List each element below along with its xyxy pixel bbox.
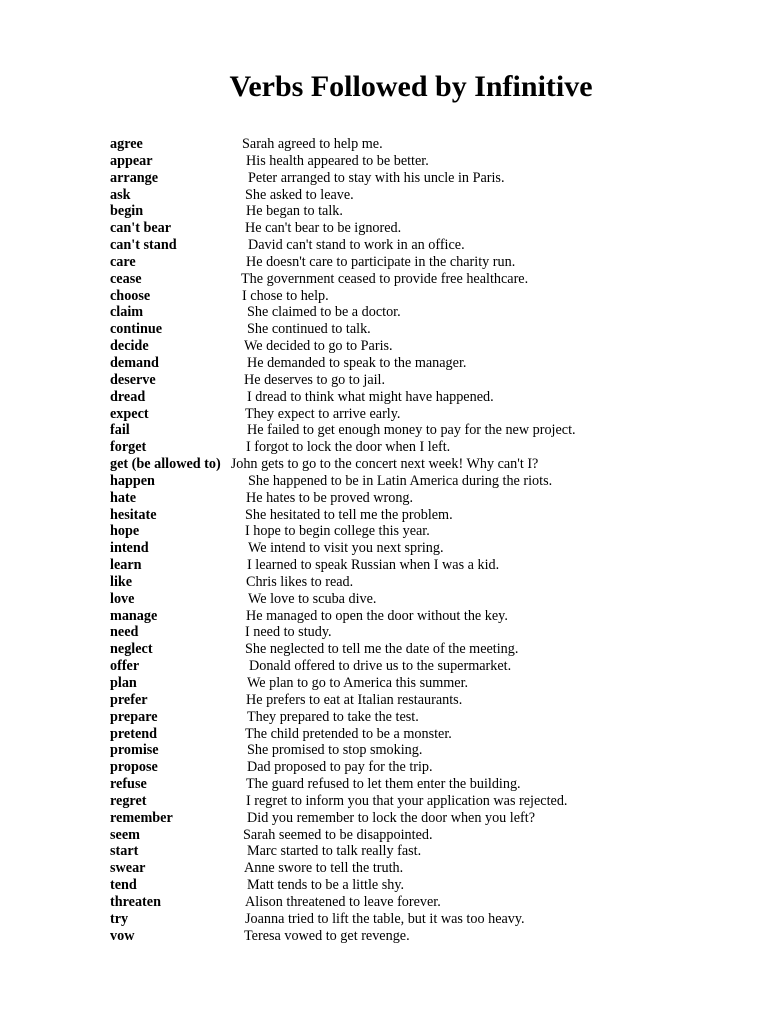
list-item [110, 759, 730, 776]
example-sentence: I dread to think what might have happened. [247, 388, 494, 405]
example-sentence: We intend to visit you next spring. [248, 540, 444, 557]
verb-term: pretend [110, 725, 158, 742]
list-item [110, 624, 730, 641]
list-item [110, 709, 730, 726]
example-sentence: Did you remember to lock the door when you left? [247, 809, 536, 826]
list-item [110, 911, 730, 928]
verb-term: like [110, 573, 133, 590]
example-sentence: David can't stand to work in an office. [248, 237, 465, 254]
example-sentence: He managed to open the door without the key. [246, 607, 508, 624]
example-sentence: He demanded to speak to the manager. [247, 354, 467, 371]
list-item [110, 726, 730, 743]
example-sentence: I chose to help. [242, 287, 329, 304]
verb-term: demand [110, 354, 159, 371]
example-sentence: We love to scuba dive. [248, 590, 377, 607]
verb-term: threaten [110, 893, 161, 910]
verb-term: arrange [110, 169, 159, 186]
verb-term: can't bear [110, 220, 172, 237]
list-item [110, 271, 730, 288]
example-sentence: We decided to go to Paris. [244, 338, 393, 355]
example-sentence: She promised to stop smoking. [247, 742, 423, 759]
list-item [110, 389, 730, 406]
list-item [110, 355, 730, 372]
example-sentence: She neglected to tell me the date of the meeting. [245, 641, 519, 658]
example-sentence: Matt tends to be a little shy. [247, 877, 405, 894]
verb-term: continue [110, 321, 163, 338]
list-item [110, 507, 730, 524]
verb-term: decide [110, 338, 149, 355]
list-item [110, 153, 730, 170]
example-sentence: They expect to arrive early. [245, 405, 401, 422]
example-sentence: Peter arranged to stay with his uncle in Paris. [248, 169, 505, 186]
example-sentence: I hope to begin college this year. [245, 523, 430, 540]
example-sentence: He prefers to eat at Italian restaurants. [246, 691, 463, 708]
example-sentence: Alison threatened to leave forever. [245, 893, 441, 910]
list-item [110, 776, 730, 793]
verb-term: tend [110, 877, 137, 894]
example-sentence: He began to talk. [246, 203, 343, 220]
example-sentence: I need to study. [245, 624, 332, 641]
example-sentence: Chris likes to read. [246, 573, 354, 590]
example-sentence: She happened to be in Latin America during the riots. [248, 472, 553, 489]
example-sentence: He doesn't care to participate in the charity run. [246, 253, 516, 270]
verb-term: hate [110, 489, 137, 506]
list-item [110, 675, 730, 692]
list-item [110, 338, 730, 355]
list-item [110, 877, 730, 894]
verb-term: plan [110, 675, 137, 691]
list-item [110, 254, 730, 271]
example-sentence: He failed to get enough money to pay for the new project. [247, 422, 576, 439]
verb-term: swear [110, 860, 146, 877]
verb-term: begin [110, 203, 144, 220]
example-sentence: His health appeared to be better. [246, 152, 429, 169]
example-sentence: Teresa vowed to get revenge. [244, 927, 410, 944]
list-item [110, 304, 730, 321]
verb-term: love [110, 590, 135, 607]
page-title: Verbs Followed by Infinitive [229, 70, 593, 103]
list-item [110, 136, 730, 153]
example-sentence: Sarah agreed to help me. [242, 136, 383, 152]
verb-term: expect [110, 405, 149, 422]
list-item [110, 742, 730, 759]
example-sentence: She asked to leave. [245, 186, 354, 203]
verb-term: agree [110, 136, 143, 152]
example-sentence: The guard refused to let them enter the building. [246, 776, 521, 793]
verb-term: regret [110, 792, 147, 809]
list-item [110, 658, 730, 675]
list-item [110, 843, 730, 860]
list-item [110, 372, 730, 389]
verb-term: propose [110, 759, 158, 776]
verb-term: can't stand [110, 237, 177, 254]
list-item [110, 490, 730, 507]
verb-term: deserve [110, 371, 156, 388]
verb-term: ask [110, 186, 131, 203]
example-sentence: Dad proposed to pay for the trip. [247, 759, 433, 776]
list-item [110, 608, 730, 625]
verb-term: learn [110, 557, 142, 574]
example-sentence: I forgot to lock the door when I left. [246, 439, 451, 456]
list-item [110, 574, 730, 591]
list-item [110, 591, 730, 608]
verb-term: promise [110, 742, 159, 759]
list-item [110, 203, 730, 220]
example-sentence: She continued to talk. [247, 321, 371, 338]
verb-term: start [110, 843, 139, 860]
list-item [110, 187, 730, 204]
verb-term: dread [110, 388, 146, 405]
list-item [110, 860, 730, 877]
list-item [110, 557, 730, 574]
example-sentence: Sarah seemed to be disappointed. [243, 826, 433, 843]
verb-term: refuse [110, 776, 147, 793]
list-item [110, 237, 730, 254]
verb-term: care [110, 253, 136, 270]
list-item [110, 321, 730, 338]
list-item [110, 523, 730, 540]
example-sentence: The child pretended to be a monster. [245, 725, 452, 742]
verb-term: fail [110, 422, 130, 439]
list-item [110, 827, 730, 844]
verb-term: neglect [110, 641, 153, 658]
example-sentence: He hates to be proved wrong. [246, 489, 414, 506]
example-sentence: The government ceased to provide free healthcare. [241, 270, 529, 287]
verb-term: cease [110, 270, 142, 287]
verb-term: manage [110, 607, 158, 624]
list-item [110, 422, 730, 439]
example-sentence: He deserves to go to jail. [244, 371, 386, 388]
verb-term: claim [110, 304, 144, 321]
verb-term: happen [110, 472, 155, 489]
example-sentence: Marc started to talk really fast. [247, 843, 422, 860]
verb-term: get (be allowed to) [110, 456, 221, 473]
verb-term: appear [110, 152, 153, 169]
list-item [110, 810, 730, 827]
list-item [110, 288, 730, 305]
list-item [110, 692, 730, 709]
list-item [110, 793, 730, 810]
example-sentence: I regret to inform you that your application was rejected. [246, 792, 568, 809]
list-item [110, 540, 730, 557]
list-item [110, 170, 730, 187]
verb-term: vow [110, 927, 135, 944]
example-sentence: She claimed to be a doctor. [247, 304, 401, 321]
verb-term: intend [110, 540, 149, 557]
list-item [110, 928, 730, 945]
verb-term: offer [110, 658, 140, 675]
verb-term: prepare [110, 708, 158, 725]
example-sentence: Donald offered to drive us to the supermarket. [249, 658, 512, 675]
verb-term: forget [110, 439, 147, 456]
example-sentence: Anne swore to tell the truth. [244, 860, 404, 877]
verb-term: remember [110, 809, 173, 826]
verb-term: try [110, 910, 129, 927]
example-sentence: Joanna tried to lift the table, but it was too heavy. [245, 910, 525, 927]
verb-term: prefer [110, 691, 148, 708]
example-sentence: I learned to speak Russian when I was a kid. [247, 557, 500, 574]
example-sentence: They prepared to take the test. [247, 708, 419, 725]
verb-term: need [110, 624, 139, 641]
example-sentence: She hesitated to tell me the problem. [245, 506, 453, 523]
verb-term: seem [110, 826, 140, 843]
example-sentence: John gets to go to the concert next week! Why can't I? [230, 456, 539, 473]
verb-list [110, 136, 730, 945]
example-sentence: We plan to go to America this summer. [247, 675, 469, 691]
list-item [110, 894, 730, 911]
list-item [110, 456, 730, 473]
example-sentence: He can't bear to be ignored. [245, 220, 402, 237]
list-item [110, 641, 730, 658]
list-item [110, 220, 730, 237]
list-item [110, 439, 730, 456]
verb-term: choose [110, 287, 151, 304]
verb-term: hope [110, 523, 140, 540]
list-item [110, 473, 730, 490]
list-item [110, 406, 730, 423]
verb-term: hesitate [110, 506, 157, 523]
